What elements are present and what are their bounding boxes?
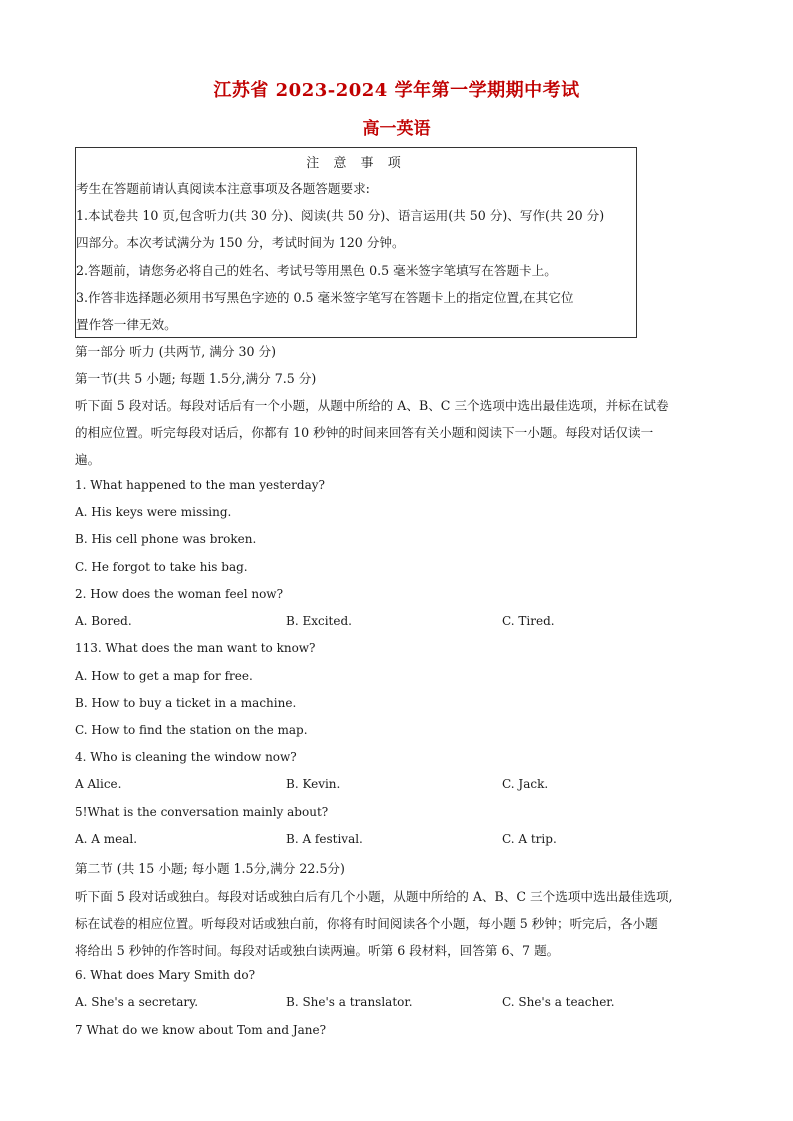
notice-box — [75, 147, 637, 338]
option: B. A festival. — [286, 832, 363, 846]
section1-instruction: 听下面 5 段对话。每段对话后有一个小题，从题中所给的 A、B、C 三个选项中选出最佳选项，并标在试卷 — [75, 398, 669, 413]
section1-instruction: 的相应位置。听完每段对话后，你都有 10 秒钟的时间来回答有关小题和阅读下一小题。每段对话仅读一 — [75, 425, 654, 440]
option: B. Kevin. — [286, 777, 341, 791]
notice-line: 置作答一律无效。 — [76, 317, 177, 332]
section2-instruction: 将给出 5 秒钟的作答时间。每段对话或独白读两遍。听第 6 段材料，回答第 6、7 题。 — [75, 943, 560, 958]
section2-instruction: 听下面 5 段对话或独白。每段对话或独白后有几个小题，从题中所给的 A、B、C 三个选项中选出最佳选项, — [75, 889, 673, 904]
question-text: 6. What does Mary Smith do? — [75, 968, 256, 982]
question-text: 4. Who is cleaning the window now? — [75, 750, 297, 764]
option: A. A meal. — [75, 832, 138, 846]
option: A. His keys were missing. — [75, 505, 232, 519]
option: B. Excited. — [286, 614, 352, 628]
notice-line: 3.作答非选择题必须用书写黑色字迹的 0.5 毫米签字笔写在答题卡上的指定位置,在其它位 — [76, 290, 574, 305]
section1-heading: 第一节(共 5 小题; 每题 1.5分,满分 7.5 分) — [75, 371, 317, 386]
option: C. Jack. — [502, 777, 549, 791]
exam-title: 江苏省 2023-2024 学年第一学期期中考试 — [213, 80, 580, 101]
question-text: 113. What does the man want to know? — [75, 641, 316, 655]
option: A. How to get a map for free. — [75, 669, 253, 683]
notice-line: 考生在答题前请认真阅读本注意事项及各题答题要求: — [76, 181, 370, 196]
option: A. She's a secretary. — [75, 995, 199, 1009]
section2-heading: 第二节 (共 15 小题; 每小题 1.5分,满分 22.5分) — [75, 861, 345, 876]
notice-title: 注 意 事 项 — [306, 156, 406, 171]
option: C. A trip. — [502, 832, 557, 846]
option: C. Tired. — [502, 614, 555, 628]
notice-line: 1.本试卷共 10 页,包含听力(共 30 分)、阅读(共 50 分)、语言运用(共 50 分)、写作(共 20 分) — [76, 208, 605, 223]
question-text: 1. What happened to the man yesterday? — [75, 478, 325, 492]
exam-subject: 高一英语 — [362, 119, 431, 139]
question-text: 7 What do we know about Tom and Jane? — [75, 1023, 327, 1037]
section1-instruction: 遍。 — [75, 452, 101, 467]
notice-line: 2.答题前，请您务必将自己的姓名、考试号等用黑色 0.5 毫米签字笔填写在答题卡上。 — [76, 263, 557, 278]
part1-heading: 第一部分 听力 (共两节, 满分 30 分) — [75, 344, 276, 359]
option: A. Bored. — [75, 614, 132, 628]
option: A Alice. — [75, 777, 122, 791]
section2-instruction: 标在试卷的相应位置。听每段对话或独白前，你将有时间阅读各个小题，每小题 5 秒钟；听完后，各小题 — [75, 916, 658, 931]
option: B. How to buy a ticket in a machine. — [75, 696, 297, 710]
question-text: 2. How does the woman feel now? — [75, 587, 284, 601]
option: C. He forgot to take his bag. — [75, 560, 248, 574]
option: B. She's a translator. — [286, 995, 413, 1009]
option: B. His cell phone was broken. — [75, 532, 257, 546]
notice-line: 四部分。本次考试满分为 150 分，考试时间为 120 分钟。 — [76, 235, 405, 250]
option: C. She's a teacher. — [502, 995, 615, 1009]
question-text: 5!What is the conversation mainly about? — [75, 805, 329, 819]
option: C. How to find the station on the map. — [75, 723, 308, 737]
